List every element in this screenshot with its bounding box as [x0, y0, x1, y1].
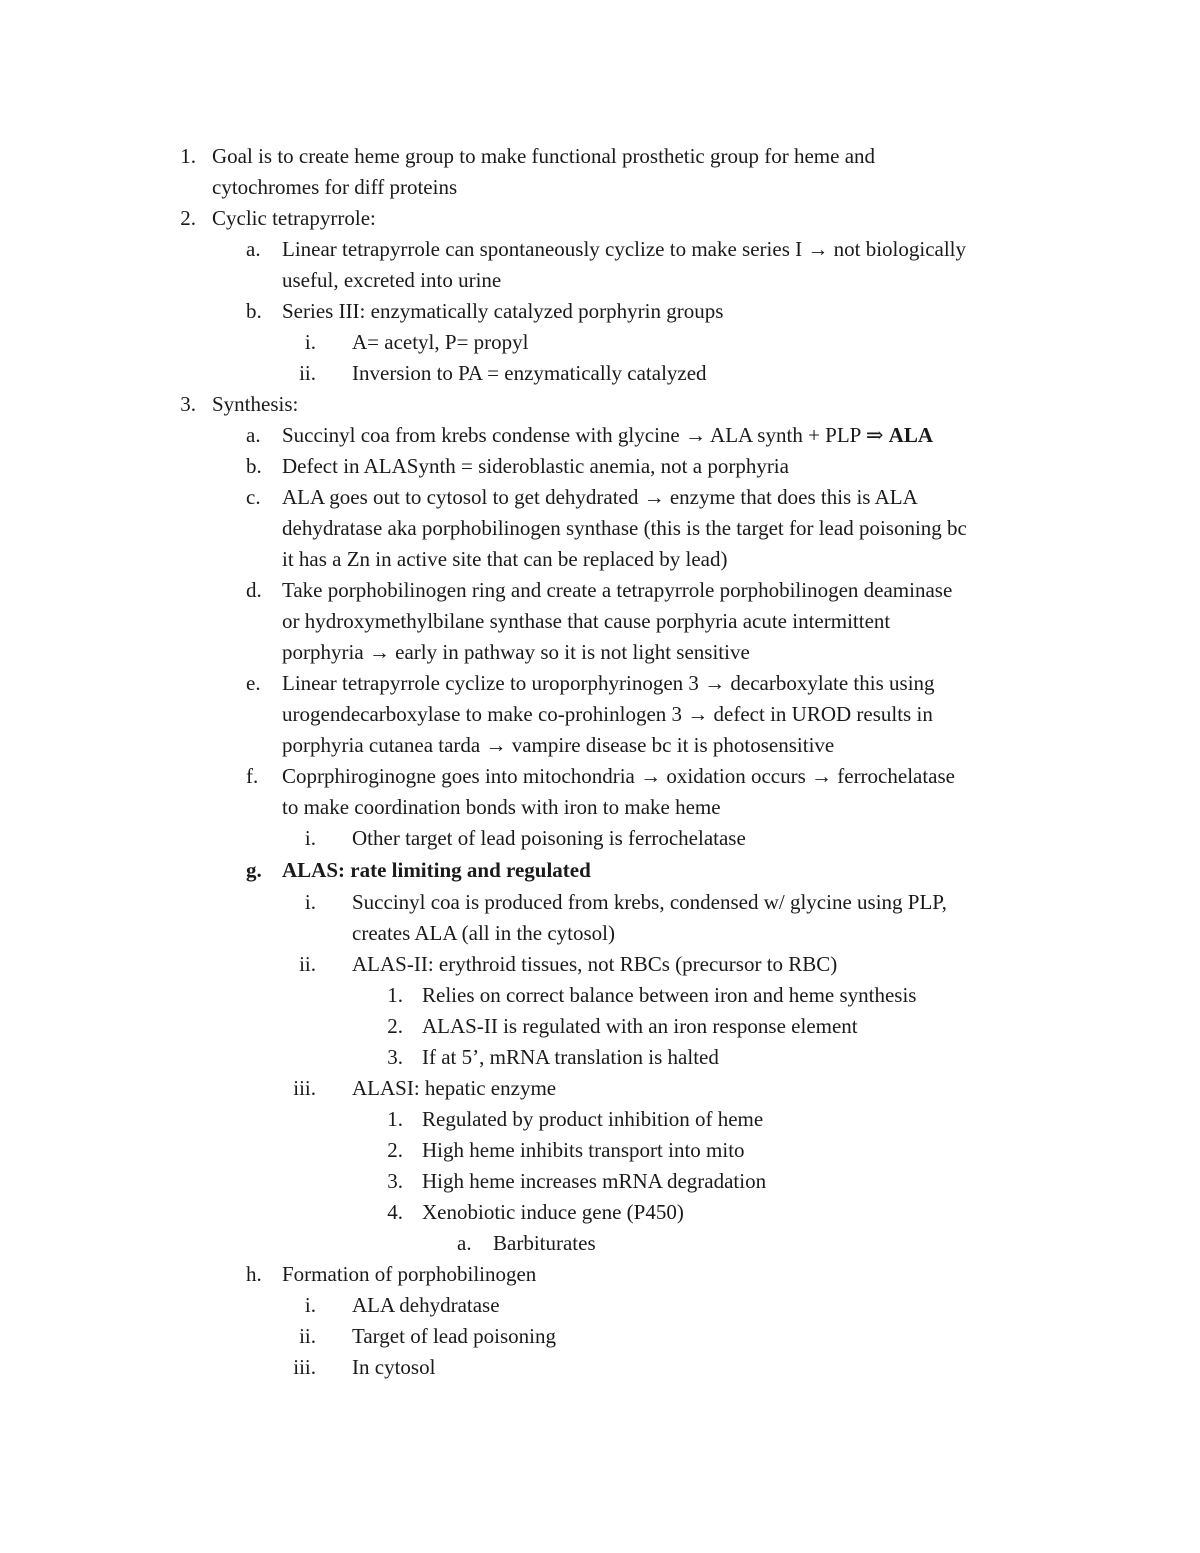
list-item-text: Other target of lead poisoning is ferrochelatase [352, 826, 746, 850]
list-item-text: Formation of porphobilinogen [282, 1262, 537, 1286]
list-marker: a. [457, 1231, 472, 1255]
list-item-text: Barbiturates [493, 1231, 596, 1255]
list-item [0, 1259, 1200, 1290]
list-item-text: it has a Zn in active site that can be replaced by lead) [282, 547, 728, 571]
list-item-text: If at 5’, mRNA translation is halted [422, 1045, 719, 1069]
list-marker: 1. [387, 1107, 403, 1131]
list-item [0, 234, 1200, 265]
list-item-text: ALA goes out to cytosol to get dehydrated → enzyme that does this is ALA [282, 485, 918, 509]
list-item [0, 389, 1200, 420]
list-item-text: High heme inhibits transport into mito [422, 1138, 745, 1162]
list-item-text-bold: ALA [888, 423, 934, 447]
list-item-text: Relies on correct balance between iron and heme synthesis [422, 983, 917, 1007]
list-item [0, 1135, 1200, 1166]
list-item [0, 1166, 1200, 1197]
list-item-text: Defect in ALASynth = sideroblastic anemia, not a porphyria [282, 454, 789, 478]
list-item [0, 887, 1200, 918]
list-marker: ii. [299, 1324, 316, 1348]
list-item-text: In cytosol [352, 1355, 436, 1379]
list-marker: 2. [387, 1138, 403, 1162]
list-marker: 2. [180, 206, 196, 230]
list-item-text: Cyclic tetrapyrrole: [212, 206, 376, 230]
list-item [0, 575, 1200, 606]
list-marker: iii. [293, 1355, 316, 1379]
list-item [0, 1290, 1200, 1321]
list-item-text: urogendecarboxylase to make co-prohinlogen 3 → defect in UROD results in [282, 702, 933, 726]
list-item [0, 1104, 1200, 1135]
list-item-text: A= acetyl, P= propyl [352, 330, 529, 354]
list-item [0, 1042, 1200, 1073]
list-marker: 3. [387, 1045, 403, 1069]
list-item [0, 1352, 1200, 1383]
list-item-text: Regulated by product inhibition of heme [422, 1107, 764, 1131]
list-marker: 1. [387, 983, 403, 1007]
list-item-text: Linear tetrapyrrole can spontaneously cyclize to make series I → not biologically [282, 237, 967, 261]
list-item-text: Inversion to PA = enzymatically catalyzed [352, 361, 707, 385]
list-item [0, 296, 1200, 327]
list-item-text: dehydratase aka porphobilinogen synthase (this is the target for lead poisoning bc [282, 516, 967, 540]
list-marker: a. [246, 423, 261, 447]
list-marker: i. [304, 1293, 316, 1317]
list-marker: d. [246, 578, 262, 602]
list-item [0, 141, 1200, 172]
list-marker: b. [246, 454, 262, 478]
list-item-text: ALA dehydratase [352, 1293, 500, 1317]
list-item [0, 327, 1200, 358]
list-item [0, 482, 1200, 513]
list-item-continuation [0, 172, 1200, 203]
list-item-continuation [0, 637, 1200, 668]
list-marker: i. [304, 330, 316, 354]
list-item-text [282, 420, 933, 451]
list-item-text: porphyria → early in pathway so it is not light sensitive [282, 640, 750, 664]
list-item-text: Linear tetrapyrrole cyclize to uroporphyrinogen 3 → decarboxylate this using [282, 671, 935, 695]
list-marker: i. [304, 890, 316, 914]
list-item [0, 1073, 1200, 1104]
list-item-text: Synthesis: [212, 392, 299, 416]
list-marker: c. [246, 485, 261, 509]
list-item [0, 1011, 1200, 1042]
list-item-continuation [0, 699, 1200, 730]
list-marker: 2. [387, 1014, 403, 1038]
list-item-continuation [0, 544, 1200, 575]
list-item [0, 1228, 1200, 1259]
list-item [0, 451, 1200, 482]
list-item-continuation [0, 792, 1200, 823]
list-item [0, 1321, 1200, 1352]
list-item-text: creates ALA (all in the cytosol) [352, 921, 616, 945]
list-item-text: ALAS-II is regulated with an iron response element [422, 1014, 858, 1038]
list-item [0, 668, 1200, 699]
list-item-text: Coprphiroginogne goes into mitochondria → oxidation occurs → ferrochelatase [282, 764, 955, 788]
list-item [0, 949, 1200, 980]
list-item-text: ALASI: hepatic enzyme [352, 1076, 557, 1100]
list-marker: 1. [180, 144, 196, 168]
list-item-text: High heme increases mRNA degradation [422, 1169, 767, 1193]
list-item-text: or hydroxymethylbilane synthase that cause porphyria acute intermittent [282, 609, 891, 633]
list-item [0, 1197, 1200, 1228]
list-item-text: Target of lead poisoning [352, 1324, 557, 1348]
list-item-text: ALAS-II: erythroid tissues, not RBCs (precursor to RBC) [352, 952, 838, 976]
list-marker: g. [246, 858, 262, 882]
list-item-text: Succinyl coa is produced from krebs, condensed w/ glycine using PLP, [352, 890, 947, 914]
list-item-text: Take porphobilinogen ring and create a tetrapyrrole porphobilinogen deaminase [282, 578, 953, 602]
list-item-text: Xenobiotic induce gene (P450) [422, 1200, 684, 1224]
list-item-continuation [0, 606, 1200, 637]
list-item-text: to make coordination bonds with iron to make heme [282, 795, 721, 819]
list-item [0, 203, 1200, 234]
list-marker: b. [246, 299, 262, 323]
list-marker: ii. [299, 361, 316, 385]
list-marker: a. [246, 237, 261, 261]
list-item [0, 420, 1200, 451]
list-item-continuation [0, 730, 1200, 761]
list-item-text: Series III: enzymatically catalyzed porphyrin groups [282, 299, 724, 323]
list-marker: i. [304, 826, 316, 850]
list-marker: iii. [293, 1076, 316, 1100]
list-item-text: cytochromes for diff proteins [212, 175, 458, 199]
list-item-continuation [0, 918, 1200, 949]
list-marker: 4. [387, 1200, 403, 1224]
list-item-text: ALAS: rate limiting and regulated [282, 858, 591, 882]
list-marker: 3. [180, 392, 196, 416]
list-item-text: porphyria cutanea tarda → vampire disease bc it is photosensitive [282, 733, 835, 757]
list-item-text: useful, excreted into urine [282, 268, 502, 292]
list-item [0, 823, 1200, 854]
list-item [0, 980, 1200, 1011]
list-marker: h. [246, 1262, 262, 1286]
list-item [0, 855, 1200, 886]
list-marker: e. [246, 671, 261, 695]
list-marker: f. [246, 764, 259, 788]
list-item-continuation [0, 265, 1200, 296]
list-marker: 3. [387, 1169, 403, 1193]
list-item [0, 358, 1200, 389]
list-item-text: Goal is to create heme group to make functional prosthetic group for heme and [212, 144, 876, 168]
list-item-continuation [0, 513, 1200, 544]
list-marker: ii. [299, 952, 316, 976]
list-item-text-main: Succinyl coa from krebs condense with glycine → ALA synth + PLP ⇒ [282, 423, 889, 447]
list-item [0, 761, 1200, 792]
